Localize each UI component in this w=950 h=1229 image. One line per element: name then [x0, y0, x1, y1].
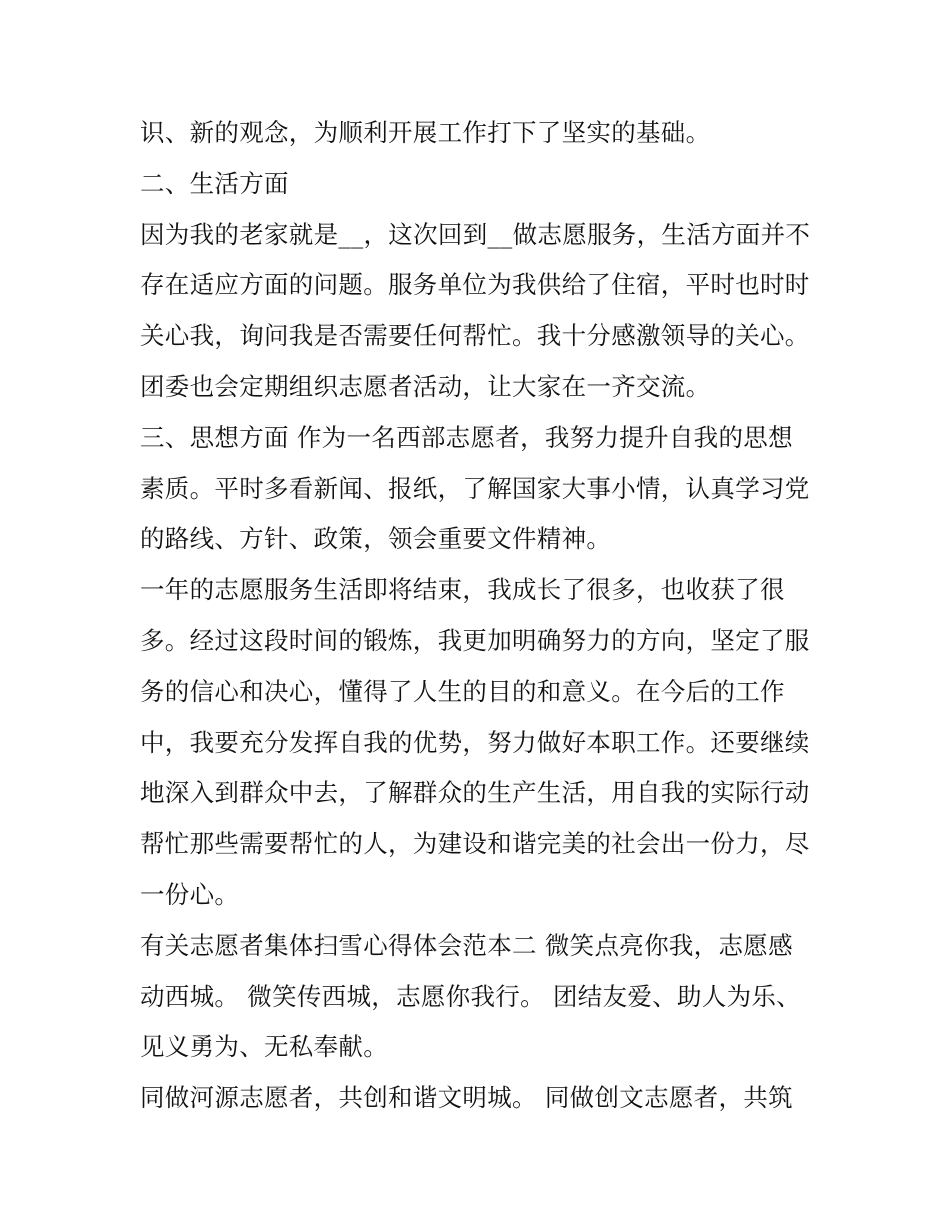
text-line: 素质。平时多看新闻、报纸，了解国家大事小情，认真学习党: [140, 473, 810, 503]
text-line: 因为我的老家就是__，这次回到__做志愿服务，生活方面并不: [140, 219, 811, 249]
text-line: 务的信心和决心，懂得了人生的目的和意义。在今后的工作: [140, 676, 785, 706]
text-line: 中，我要充分发挥自我的优势，努力做好本职工作。还要继续: [140, 727, 810, 757]
text-line: 动西城。 微笑传西城，志愿你我行。 团结友爱、助人为乐、: [140, 981, 801, 1011]
text-line: 识、新的观念，为顺利开展工作打下了坚实的基础。: [140, 118, 711, 147]
text-line: 见义勇为、无私奉献。: [140, 1032, 388, 1062]
text-line: 同做河源志愿者，共创和谐文明城。 同做创文志愿者，共筑: [140, 1083, 793, 1113]
text-line: 关心我，询问我是否需要任何帮忙。我十分感激领导的关心。: [140, 321, 810, 351]
section-heading-thought: 三、思想方面 作为一名西部志愿者，我努力提升自我的思想: [140, 422, 793, 452]
text-line: 有关志愿者集体扫雪心得体会范本二 微笑点亮你我，志愿感: [140, 930, 793, 960]
text-line: 帮忙那些需要帮忙的人，为建设和谐完美的社会出一份力，尽: [140, 829, 810, 859]
document-body: [140, 108, 820, 1124]
text-line: 地深入到群众中去，了解群众的生产生活，用自我的实际行动: [140, 778, 810, 808]
text-line: 存在适应方面的问题。服务单位为我供给了住宿，平时也时时: [140, 270, 810, 300]
text-line: 的路线、方针、政策，领会重要文件精神。: [140, 524, 612, 554]
text-line: 团委也会定期组织志愿者活动，让大家在一齐交流。: [140, 371, 711, 401]
text-line: 多。经过这段时间的锻炼，我更加明确努力的方向，坚定了服: [140, 625, 810, 655]
text-line: 一份心。: [140, 879, 240, 909]
section-heading-life: 二、生活方面: [140, 168, 289, 198]
text-line: 一年的志愿服务生活即将结束，我成长了很多，也收获了很: [140, 575, 785, 605]
